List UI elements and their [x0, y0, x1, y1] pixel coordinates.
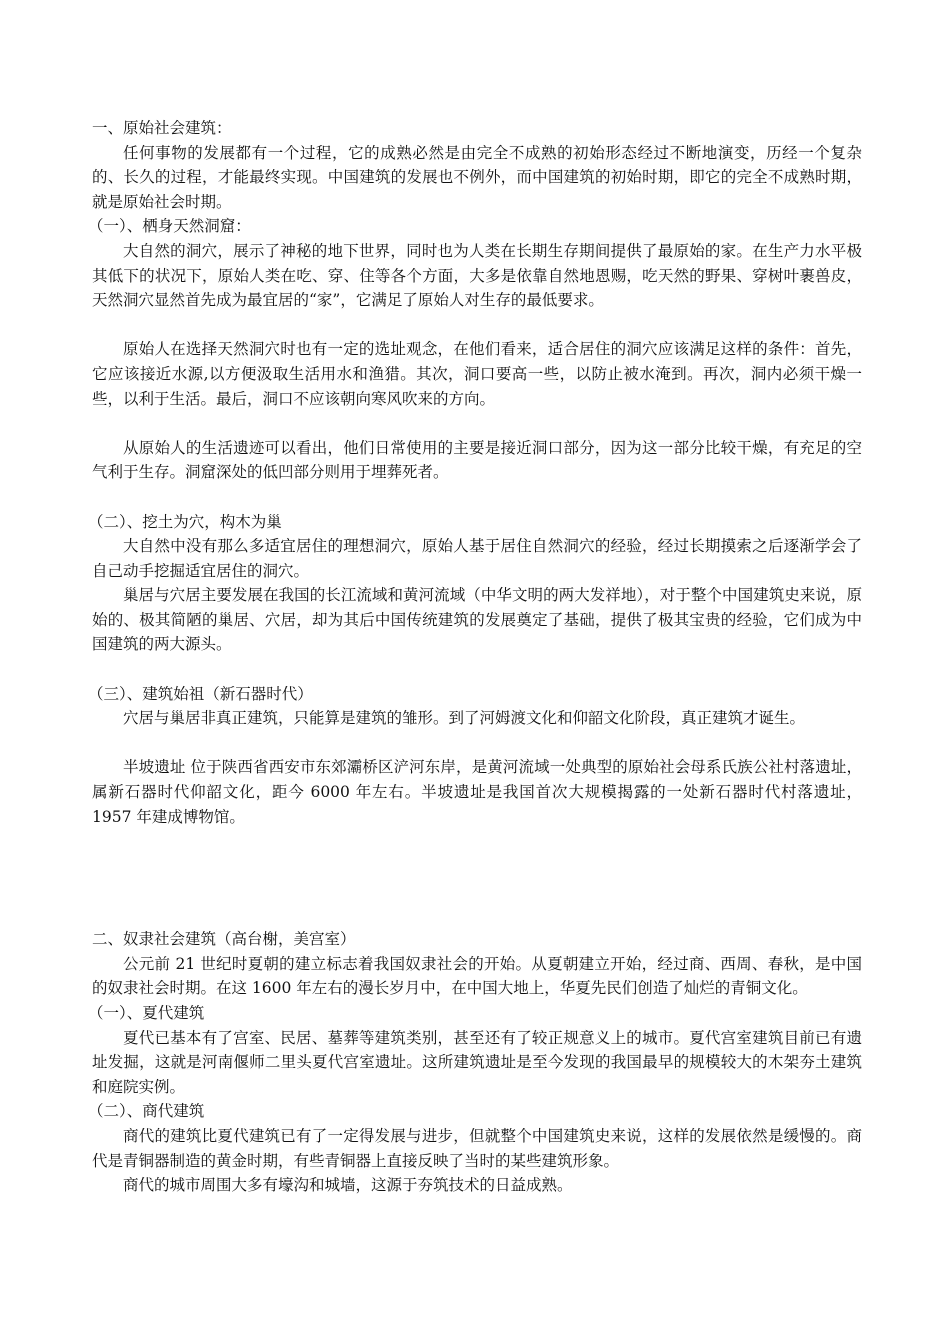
blank-line	[92, 411, 862, 436]
blank-line	[92, 731, 862, 756]
subsection-title: （二）、挖土为穴，构木为巢	[88, 512, 282, 531]
paragraph: 半坡遗址 位于陕西省西安市东郊灞桥区浐河东岸，是黄河流域一处典型的原始社会母系氏族公社村落遗址，属新石器时代仰韶文化，距今 6000 年左右。半坡遗址是我国首次大规模揭露的一处新石器时代村落遗址，1957 年建成博物馆。	[92, 758, 862, 826]
paragraph: 商代的城市周围大多有壕沟和城墙，这源于夯筑技术的日益成熟。	[123, 1176, 573, 1195]
paragraph: 大自然中没有那么多适宜居住的理想洞穴，原始人基于居住自然洞穴的经验，经过长期摸索之后逐渐学会了自己动手挖掘适宜居住的洞穴。	[92, 537, 862, 580]
document-body	[88, 116, 862, 1198]
section-title: 二、奴隶社会建筑（高台榭，美宫室）	[92, 930, 356, 949]
section-intro-paragraph: 任何事物的发展都有一个过程，它的成熟必然是由完全不成熟的初始形态经过不断地演变，历经一个复杂的、长久的过程，才能最终实现。中国建筑的发展也不例外，而中国建筑的初始时期，即它的完全不成熟时期，就是原始社会时期。	[92, 143, 862, 211]
blank-line	[92, 485, 862, 510]
paragraph: 夏代已基本有了宫室、民居、墓葬等建筑类别，甚至还有了较正规意义上的城市。夏代宫室建筑目前已有遗址发掘，这就是河南偃师二里头夏代宫室遗址。这所建筑遗址是至今发现的我国最早的规模较大的木架夯土建筑和庭院实例。	[92, 1028, 862, 1096]
subsection-title: （一）、夏代建筑	[88, 1004, 205, 1022]
paragraph: 巢居与穴居主要发展在我国的长江流域和黄河流域（中华文明的两大发祥地），对于整个中国建筑史来说，原始的、极其简陋的巢居、穴居，却为其后中国传统建筑的发展奠定了基础，提供了极其宝贵的经验，它们成为中国建筑的两大源头。	[92, 586, 862, 654]
paragraph: 原始人在选择天然洞穴时也有一定的选址观念，在他们看来，适合居住的洞穴应该满足这样的条件：首先，它应该接近水源,以方便汲取生活用水和渔猎。其次，洞口要高一些，以防止被水淹到。再次，洞内必须干燥一些，以利于生活。最后，洞口不应该朝向寒风吹来的方向。	[92, 340, 862, 408]
blank-line	[92, 313, 862, 338]
subsection-title: （一）、栖身天然洞窟：	[88, 217, 251, 236]
blank-line	[92, 657, 862, 682]
section-title: 一、原始社会建筑：	[92, 119, 232, 137]
paragraph: 商代的建筑比夏代建筑已有了一定得发展与进步，但就整个中国建筑史来说，这样的发展依然是缓慢的。商代是青铜器制造的黄金时期，有些青铜器上直接反映了当时的某些建筑形象。	[92, 1126, 862, 1170]
paragraph: 穴居与巢居非真正建筑，只能算是建筑的雏形。到了河姆渡文化和仰韶文化阶段，真正建筑才诞生。	[123, 709, 806, 728]
paragraph: 从原始人的生活遗迹可以看出，他们日常使用的主要是接近洞口部分，因为这一部分比较干燥，有充足的空气利于生存。洞窟深处的低凹部分则用于埋葬死者。	[92, 438, 862, 482]
subsection-title: （三）、建筑始祖（新石器时代）	[88, 684, 313, 703]
section-spacer	[92, 829, 862, 927]
paragraph: 大自然的洞穴，展示了神秘的地下世界，同时也为人类在长期生存期间提供了最原始的家。在生产力水平极其低下的状况下，原始人类在吃、穿、住等各个方面，大多是依靠自然地恩赐，吃天然的野果、穿树叶裹兽皮，天然洞穴显然首先成为最宜居的“家”，它满足了原始人对生存的最低要求。	[92, 241, 862, 310]
subsection-title: （二）、商代建筑	[88, 1102, 205, 1121]
section-intro-paragraph: 公元前 21 世纪时夏朝的建立标志着我国奴隶社会的开始。从夏朝建立开始，经过商、西周、春秋，是中国的奴隶社会时期。在这 1600 年左右的漫长岁月中，在中国大地上，华夏先民们创造了灿烂的青铜文化。	[92, 954, 862, 998]
